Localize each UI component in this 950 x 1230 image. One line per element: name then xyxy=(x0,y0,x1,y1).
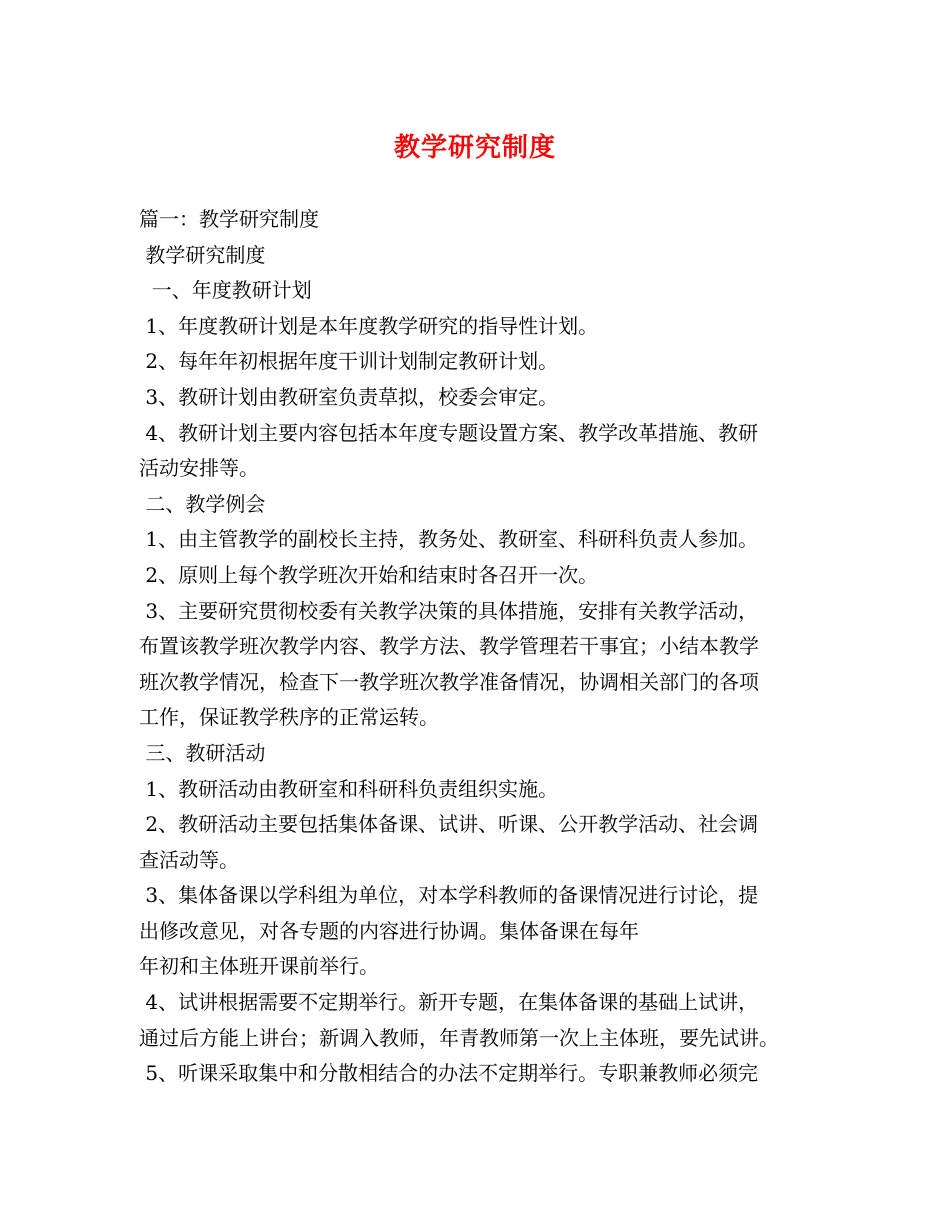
text-line: 教学研究制度 xyxy=(139,242,266,267)
text-line: 1、年度教研计划是本年度教学研究的指导性计划。 xyxy=(139,313,599,338)
text-line: 一、年度教研计划 xyxy=(139,278,312,303)
text-line: 布置该教学班次教学内容、教学方法、教学管理若干事宜；小结本教学 xyxy=(139,634,759,659)
text-line: 班次教学情况，检查下一教学班次教学准备情况，协调相关部门的各项 xyxy=(139,669,759,694)
text-line: 篇一：教学研究制度 xyxy=(139,207,319,231)
text-line: 活动安排等。 xyxy=(139,456,259,481)
text-line: 工作，保证教学秩序的正常运转。 xyxy=(139,705,439,730)
text-line: 3、主要研究贯彻校委有关教学决策的具体措施，安排有关教学活动， xyxy=(139,598,759,623)
text-line: 2、每年年初根据年度干训计划制定教研计划。 xyxy=(139,349,559,374)
text-line: 1、教研活动由教研室和科研科负责组织实施。 xyxy=(139,776,559,801)
text-line: 出修改意见，对各专题的内容进行协调。集体备课在每年 xyxy=(139,918,639,943)
text-line: 1、由主管教学的副校长主持，教务处、教研室、科研科负责人参加。 xyxy=(139,527,759,552)
document-body xyxy=(139,202,839,1092)
text-line: 三、教研活动 xyxy=(139,740,266,765)
document-title: 教学研究制度 xyxy=(393,133,556,163)
text-line: 二、教学例会 xyxy=(139,491,266,516)
text-line: 4、教研计划主要内容包括本年度专题设置方案、教学改革措施、教研 xyxy=(139,420,759,445)
text-line: 3、教研计划由教研室负责草拟，校委会审定。 xyxy=(139,384,559,409)
text-line: 2、教研活动主要包括集体备课、试讲、听课、公开教学活动、社会调 xyxy=(139,812,759,837)
text-line: 2、原则上每个教学班次开始和结束时各召开一次。 xyxy=(139,562,599,587)
text-line: 4、试讲根据需要不定期举行。新开专题，在集体备课的基础上试讲， xyxy=(139,990,759,1015)
text-line: 5、听课采取集中和分散相结合的办法不定期举行。专职兼教师必须完 xyxy=(139,1061,759,1086)
text-line: 通过后方能上讲台；新调入教师，年青教师第一次上主体班，要先试讲。 xyxy=(139,1025,779,1050)
text-line: 查活动等。 xyxy=(139,847,239,872)
text-line: 3、集体备课以学科组为单位，对本学科教师的备课情况进行讨论，提 xyxy=(139,883,759,908)
text-line: 年初和主体班开课前举行。 xyxy=(139,954,379,979)
